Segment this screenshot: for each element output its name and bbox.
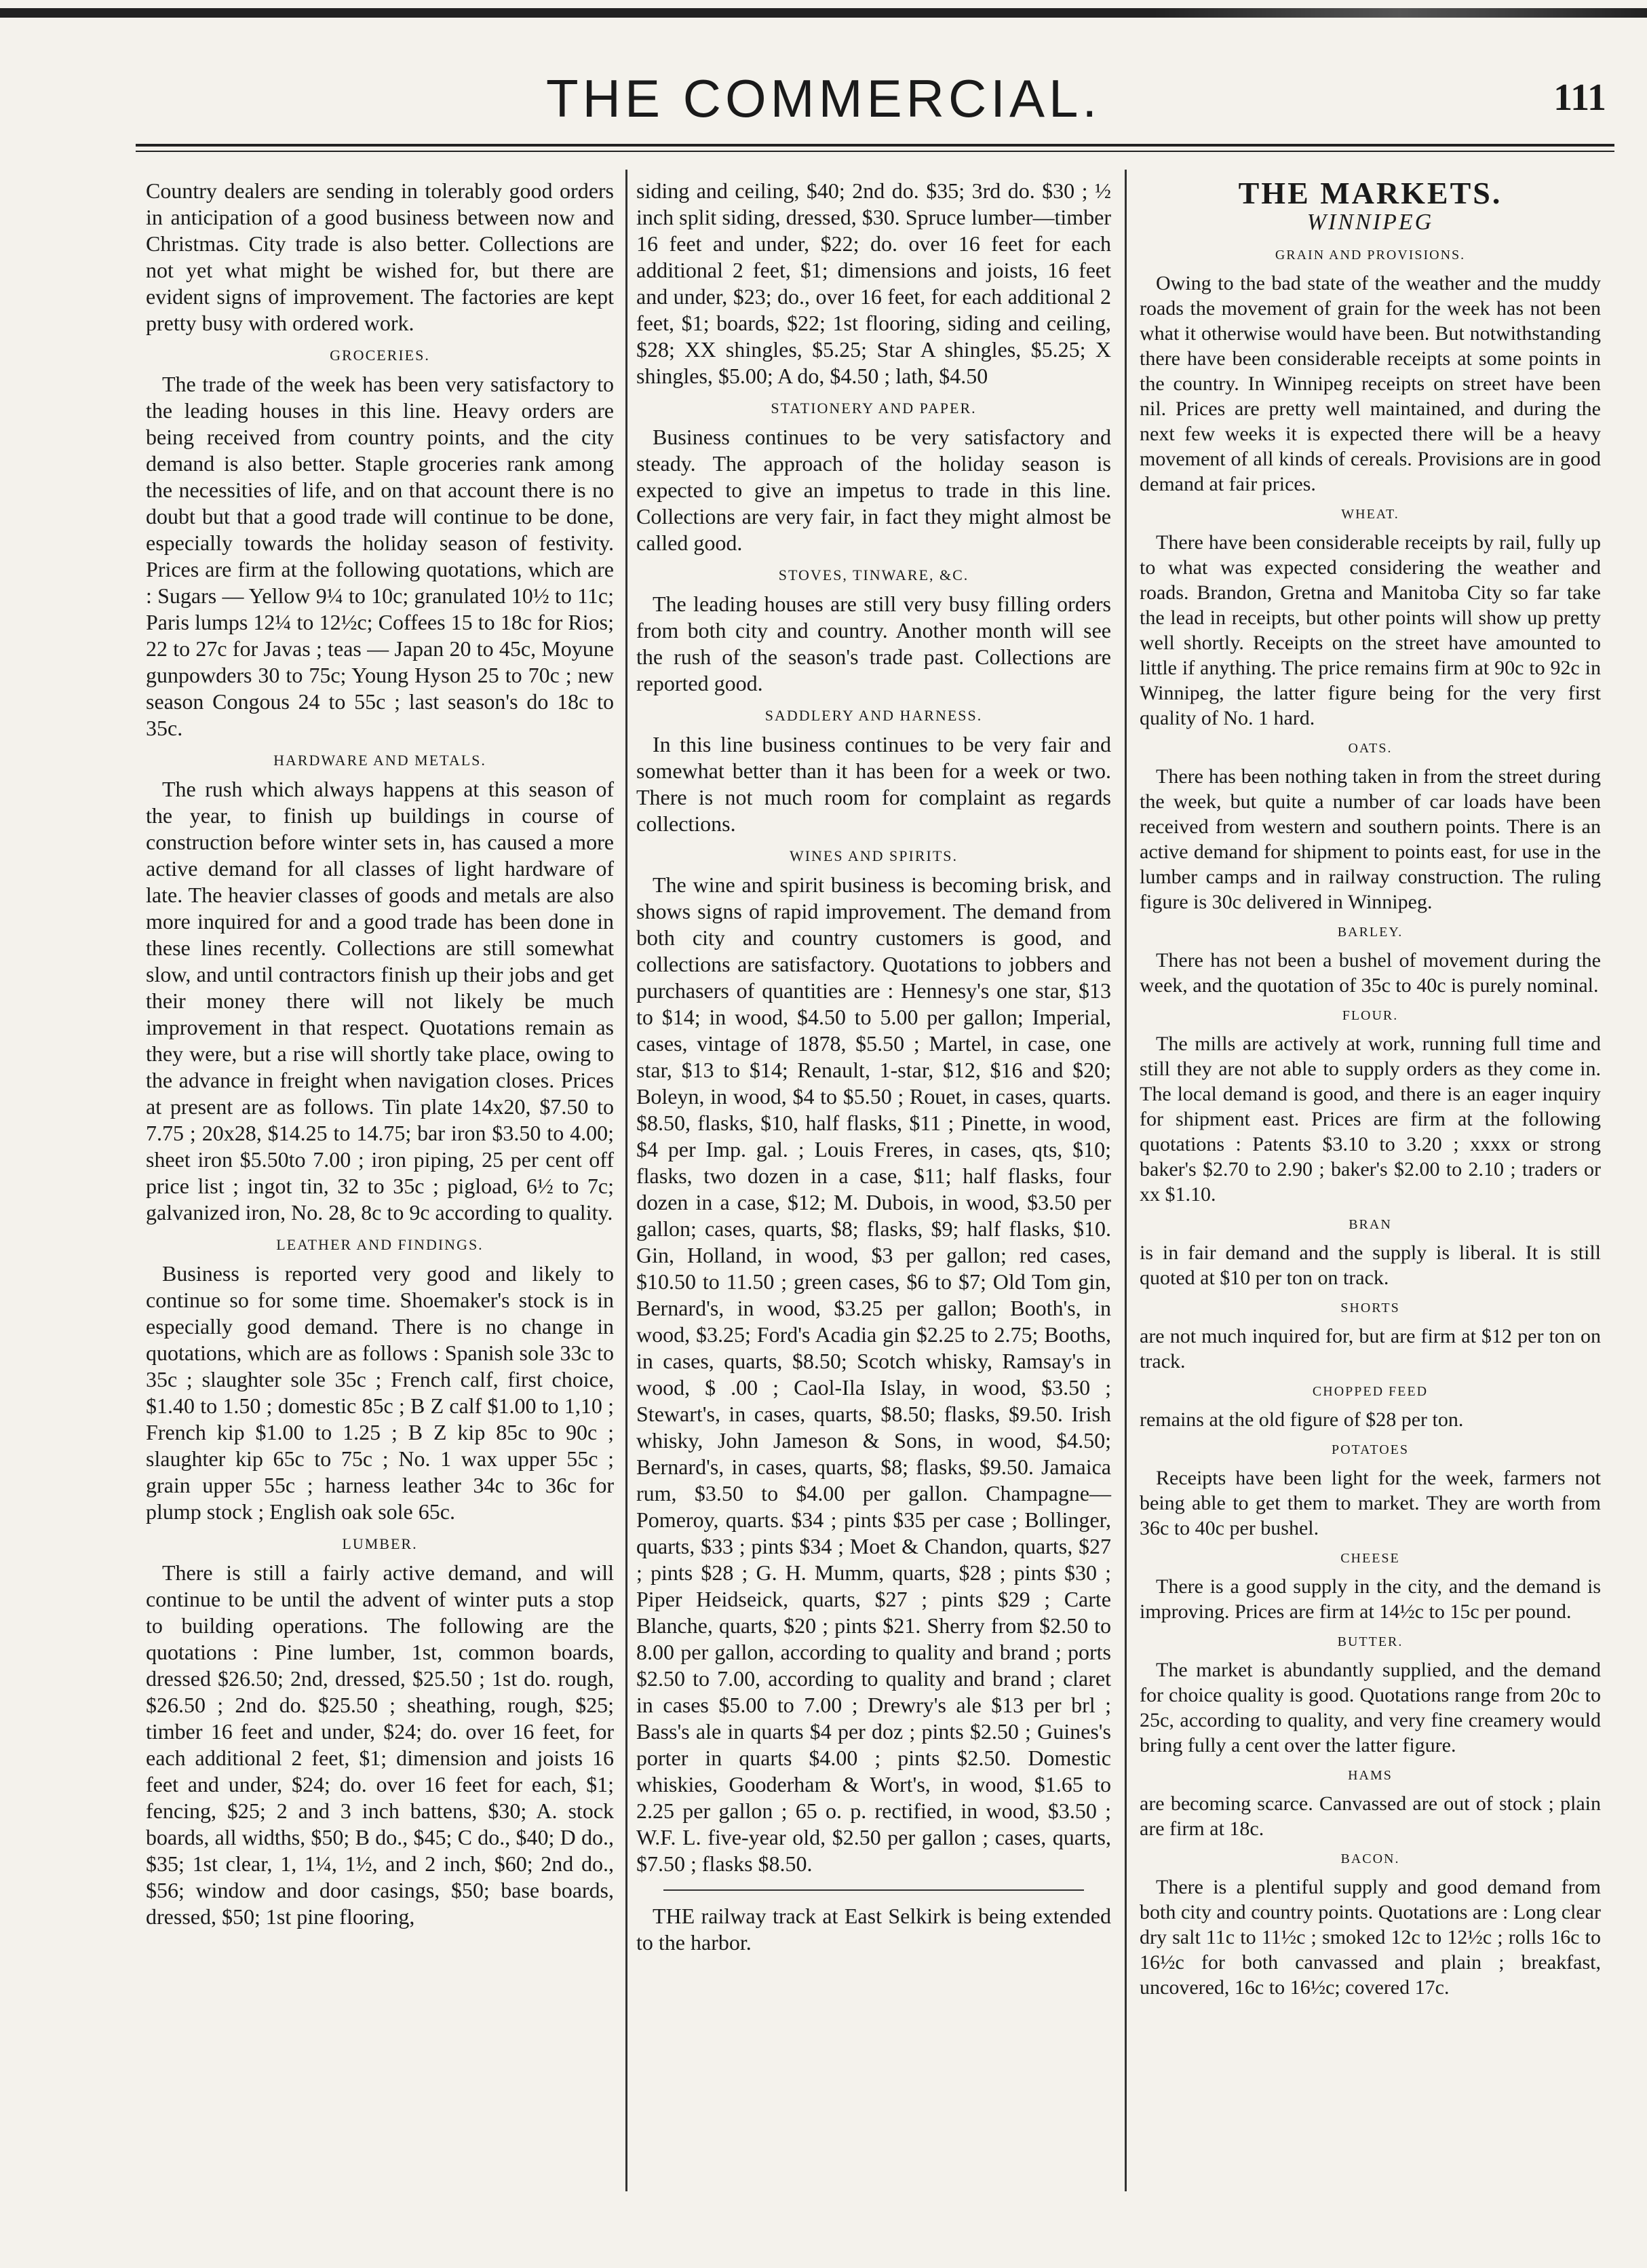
paragraph: Owing to the bad state of the weather and the muddy roads the movement of grain for the week has not been what it otherwise would have been. But notwithstanding there have been considerable receipts at some points in the country. In Winnipeg receipts on street have been nil. Prices are pretty well maintained, and during the next few weeks it is expected there will be a heavy movement of all kinds of cereals. Provisions are in good demand at fair prices. xyxy=(1140,272,1601,495)
section-heading: STATIONERY AND PAPER. xyxy=(771,400,977,417)
paragraph: are not much inquired for, but are firm at $12 per ton on track. xyxy=(1140,1325,1601,1372)
paragraph: There is a good supply in the city, and the demand is improving. Prices are firm at 14½c to 15c per pound. xyxy=(1140,1575,1601,1623)
paragraph: are becoming scarce. Canvassed are out of stock ; plain are firm at 18c. xyxy=(1140,1792,1601,1840)
section-heading: HARDWARE AND METALS. xyxy=(273,752,486,769)
top-border-rule xyxy=(0,8,1647,18)
paragraph: siding and ceiling, $40; 2nd do. $35; 3rd do. $30 ; ½ inch split siding, dressed, $30. Spruce lumber—timber 16 feet and under, $22; do. over 16 feet for each additional 2 feet, $1; dimensions and joists, 16 feet and under, $23; do., over 16 feet, for each additional 2 feet, $1; boards, $22; 1st flooring, siding and ceiling, $28; XX shingles, $5.25; Star A shingles, $5.25; X shingles, $5.00; A do, $4.50 ; lath, $4.50 xyxy=(636,178,1111,388)
header-rule-bottom xyxy=(136,151,1614,152)
section-heading: FLOUR. xyxy=(1342,1008,1399,1023)
section-heading: WINES AND SPIRITS. xyxy=(789,847,958,864)
section-heading: CHEESE xyxy=(1340,1551,1400,1566)
page-header xyxy=(0,61,1647,136)
section-heading: STOVES, TINWARE, &C. xyxy=(778,566,969,583)
section-heading: GROCERIES. xyxy=(330,347,430,364)
section-heading: POTATOES xyxy=(1331,1442,1410,1457)
paragraph: is in fair demand and the supply is liberal. It is still quoted at $10 per ton on track. xyxy=(1140,1242,1601,1289)
column-middle xyxy=(636,178,1111,1959)
paragraph: remains at the old figure of $28 per ton. xyxy=(1140,1408,1464,1431)
paragraph: The leading houses are still very busy filling orders from both city and country. Another month will see the rush of the season's trade past. Collections are reported good. xyxy=(636,592,1111,695)
section-heading: BRAN xyxy=(1349,1217,1392,1232)
section-heading: SHORTS xyxy=(1340,1301,1400,1315)
page-number: 111 xyxy=(1553,77,1606,119)
paragraph: Business is reported very good and likely to continue so for some time. Shoemaker's stock is in especially good demand. There is no change in quotations, which are as follows : Spanish sole 33c to 35c ; slaughter sole 35c ; French calf, first choice, $1.40 to 1.50 ; domestic 85c ; B Z calf $1.00 to 1,10 ; French kip $1.00 to 1.25 ; B Z kip 85c to 90c ; slaughter kip 65c to 75c ; No. 1 wax upper 55c ; grain upper 55c ; harness leather 34c to 36c for plump stock ; English oak sole 65c. xyxy=(146,1261,614,1524)
section-heading: GRAIN AND PROVISIONS. xyxy=(1275,248,1466,263)
paragraph: There has been nothing taken in from the street during the week, but quite a number of car loads have been received from western and southern points. There is an active demand for shipment to points east, for use in the lumber camps and in railway construction. The ruling figure is 30c delivered in Winnipeg. xyxy=(1140,765,1601,913)
column-left xyxy=(146,178,614,1933)
markets-city: WINNIPEG xyxy=(1306,210,1434,235)
section-heading: HAMS xyxy=(1348,1768,1393,1783)
separator-rule xyxy=(663,1889,1084,1891)
paragraph: Receipts have been light for the week, farmers not being able to get them to market. They are worth from 36c to 40c per bushel. xyxy=(1140,1467,1601,1539)
section-heading: WHEAT. xyxy=(1341,507,1399,522)
section-heading: LEATHER AND FINDINGS. xyxy=(276,1236,484,1253)
paragraph: THE railway track at East Selkirk is being extended to the harbor. xyxy=(636,1904,1111,1955)
paragraph: There is still a fairly active demand, and will continue to be until the advent of winter puts a stop to building operations. The following are the quotations : Pine lumber, 1st, common boards, dressed $26.50; 2nd, dressed, $25.50 ; 1st do. rough, $26.50 ; 2nd do. $25.50 ; sheathing, rough, $25; timber 16 feet and under, $24; do. over 16 feet, for each additional 2 feet, $1; dimension and joists 16 feet and under, $24; do. over 16 feet for each, $1; fencing, $25; 2 and 3 inch battens, $30; A. stock boards, all widths, $50; B do., $45; C do., $40; D do., $35; 1st clear, 1, 1¼, 1½, and 2 inch, $60; 2nd do., $56; window and door casings, $50; base boards, dressed, $50; 1st pine flooring, xyxy=(146,1560,614,1929)
column-divider-1 xyxy=(625,170,627,2191)
paragraph: Country dealers are sending in tolerably good orders in anticipation of a good business between now and Christmas. City trade is also better. Collections are not yet what might be wished for, but there are evident signs of improvement. The factories are kept pretty busy with ordered work. xyxy=(146,178,614,335)
paragraph: The rush which always happens at this season of the year, to finish up buildings in course of construction before winter sets in, has caused a more active demand for all classes of light hardware of late. The heavier classes of goods and metals are also more inquired for and a good trade has been done in these lines recently. Collections are still somewhat slow, and until contractors finish up their jobs and get their money there will not likely be much improvement in that respect. Quotations remain as they were, but a rise will shortly take place, owing to the advance in freight when navigation closes. Prices at present are as follows. Tin plate 14x20, $7.50 to 7.75 ; 20x28, $14.25 to 14.75; bar iron $3.50 to 4.00; sheet iron $5.50to 7.00 ; iron piping, 25 per cent off price list ; ingot tin, 32 to 35c ; pigload, 6½ to 7c; galvanized iron, No. 28, 8c to 9c according to quality. xyxy=(146,777,614,1225)
column-right-markets xyxy=(1140,178,1601,2003)
paragraph: The mills are actively at work, running full time and still they are not able to supply orders as they come in. The local demand is good, and there is an eager inquiry for shipment east. Prices are firm at the following quotations : Patents $3.10 to 3.20 ; xxxx or strong baker's $2.70 to 2.90 ; baker's $2.00 to 2.10 ; traders or xx $1.10. xyxy=(1140,1033,1601,1206)
paragraph: In this line business continues to be very fair and somewhat better than it has been for a week or two. There is not much room for complaint as regards collections. xyxy=(636,732,1111,836)
section-heading: BUTTER. xyxy=(1337,1634,1403,1649)
paragraph: There have been considerable receipts by rail, fully up to what was expected considering the weather and roads. Brandon, Gretna and Manitoba City so far take the lead in receipts, but other points will show up pretty well shortly. Receipts on the street have amounted to little if anything. The price remains firm at 90c to 92c in Winnipeg, the latter figure being for the very first quality of No. 1 hard. xyxy=(1140,531,1601,729)
paragraph: The wine and spirit business is becoming brisk, and shows signs of rapid improvement. The demand from both city and country customers is good, and collections are satisfactory. Quotations to jobbers and purchasers of quantities are : Hennesy's one star, $13 to $14; in wood, $4.50 to 5.00 per gallon; Imperial, cases, vintage of 1878, $5.50 ; Martel, in case, one star, $13 to $14; Renault, 1-star, $12, $16 and $20; Boleyn, in wood, $4 to $5.50 ; Rouet, in cases, quarts. $8.50, flasks, $10, half flasks, $11 ; Pinette, in wood, $4 per Imp. gal. ; Louis Freres, in cases, qts, $10; flasks, two dozen in a case, $11; half flasks, four dozen in a case, $12; M. Dubois, in wood, $3.50 per gallon; cases, quarts, $8; flasks, $9; half flasks, $10. Gin, Holland, in wood, $3 per gallon; red cases, $10.50 to 11.50 ; green cases, $6 to $7; Old Tom gin, Bernard's, in wood, $3.25 per gallon; Booth's, in wood, $3.25; Ford's Acadia gin $2.25 to 2.75; Booths, in cases, quarts, $8.50; Scotch whisky, Ramsay's in wood, $ .00 ; Caol-Ila Islay, in wood, $3.50 ; Stewart's, in cases, quarts, $8.50; flasks, $9.50. Irish whisky, John Jameson & Sons, in wood, $4.50; Bernard's, in cases, quarts, $8; flasks, $9.50. Jamaica rum, $3.50 to $4.00 per gallon. Champagne—Pomeroy, quarts. $34 ; pints $35 per case ; Bollinger, quarts, $33 ; pints $34 ; Moet & Chandon, quarts, $27 ; pints $28 ; G. H. Mumm, quarts, $28 ; pints $30 ; Piper Heidseick, quarts, $27 ; pints $29 ; Carte Blanche, quarts, $20 ; pints $21. Sherry from $2.50 to 8.00 per gallon, according to quality and brand ; ports $2.50 to 7.00, according to quality and brand ; claret in cases $5.00 to 7.00 ; Drewry's ale $13 per brl ; Bass's ale in quarts $4 per doz ; pints $2.50 ; Guines's porter in quarts $4.00 ; pints $2.50. Domestic whiskies, Gooderham & Wort's, in wood, $1.65 to 2.25 per gallon ; 65 o. p. rectified, in wood, $3.50 ; W.F. L. five-year old, $2.50 per gallon ; cases, quarts, $7.50 ; flasks $8.50. xyxy=(636,872,1111,1876)
column-divider-2 xyxy=(1125,170,1127,2191)
paragraph: The trade of the week has been very satisfactory to the leading houses in this line. Heavy orders are being received from country points, and the city demand is also better. Staple groceries rank among the necessities of life, and on that account there is no doubt but that a good trade will continue to be done, especially towards the holiday season of festivity. Prices are firm at the following quotations, which are : Sugars — Yellow 9¼ to 10c; granulated 10½ to 11c; Paris lumps 12¼ to 12½c; Coffees 15 to 18c for Rios; 22 to 27c for Javas ; teas — Japan 20 to 45c, Moyune gunpowders 30 to 75c; Young Hyson 25 to 70c ; new season Congous 24 to 55c ; last season's do 18c to 35c. xyxy=(146,372,614,740)
paragraph: The market is abundantly supplied, and the demand for choice quality is good. Quotations range from 20c to 25c, according to quality, and very fine creamery would bring fully a cent over the latter figure. xyxy=(1140,1659,1601,1756)
section-heading: CHOPPED FEED xyxy=(1312,1384,1429,1399)
markets-title: THE MARKETS. xyxy=(1238,176,1503,210)
section-heading: BARLEY. xyxy=(1337,925,1403,940)
paragraph: Business continues to be very satisfactory and steady. The approach of the holiday season is expected to give an impetus to trade in this line. Collections are very fair, in fact they might almost be called good. xyxy=(636,425,1111,555)
paragraph: There is a plentiful supply and good demand from both city and country points. Quotations are : Long clear dry salt 11c to 11½c ; smoked 12c to 12½c ; rolls 16c to 16½c for both canvassed and plain ; breakfast, uncovered, 16c to 16½c; covered 17c. xyxy=(1140,1876,1601,1999)
section-heading: OATS. xyxy=(1348,741,1393,756)
paragraph: There has not been a bushel of movement during the week, and the quotation of 35c to 40c is purely nominal. xyxy=(1140,949,1601,997)
header-rule-top xyxy=(136,144,1614,147)
section-heading: BACON. xyxy=(1340,1851,1400,1866)
masthead-title: THE COMMERCIAL. xyxy=(545,69,1102,128)
section-heading: LUMBER. xyxy=(342,1535,418,1552)
section-heading: SADDLERY AND HARNESS. xyxy=(764,707,983,724)
